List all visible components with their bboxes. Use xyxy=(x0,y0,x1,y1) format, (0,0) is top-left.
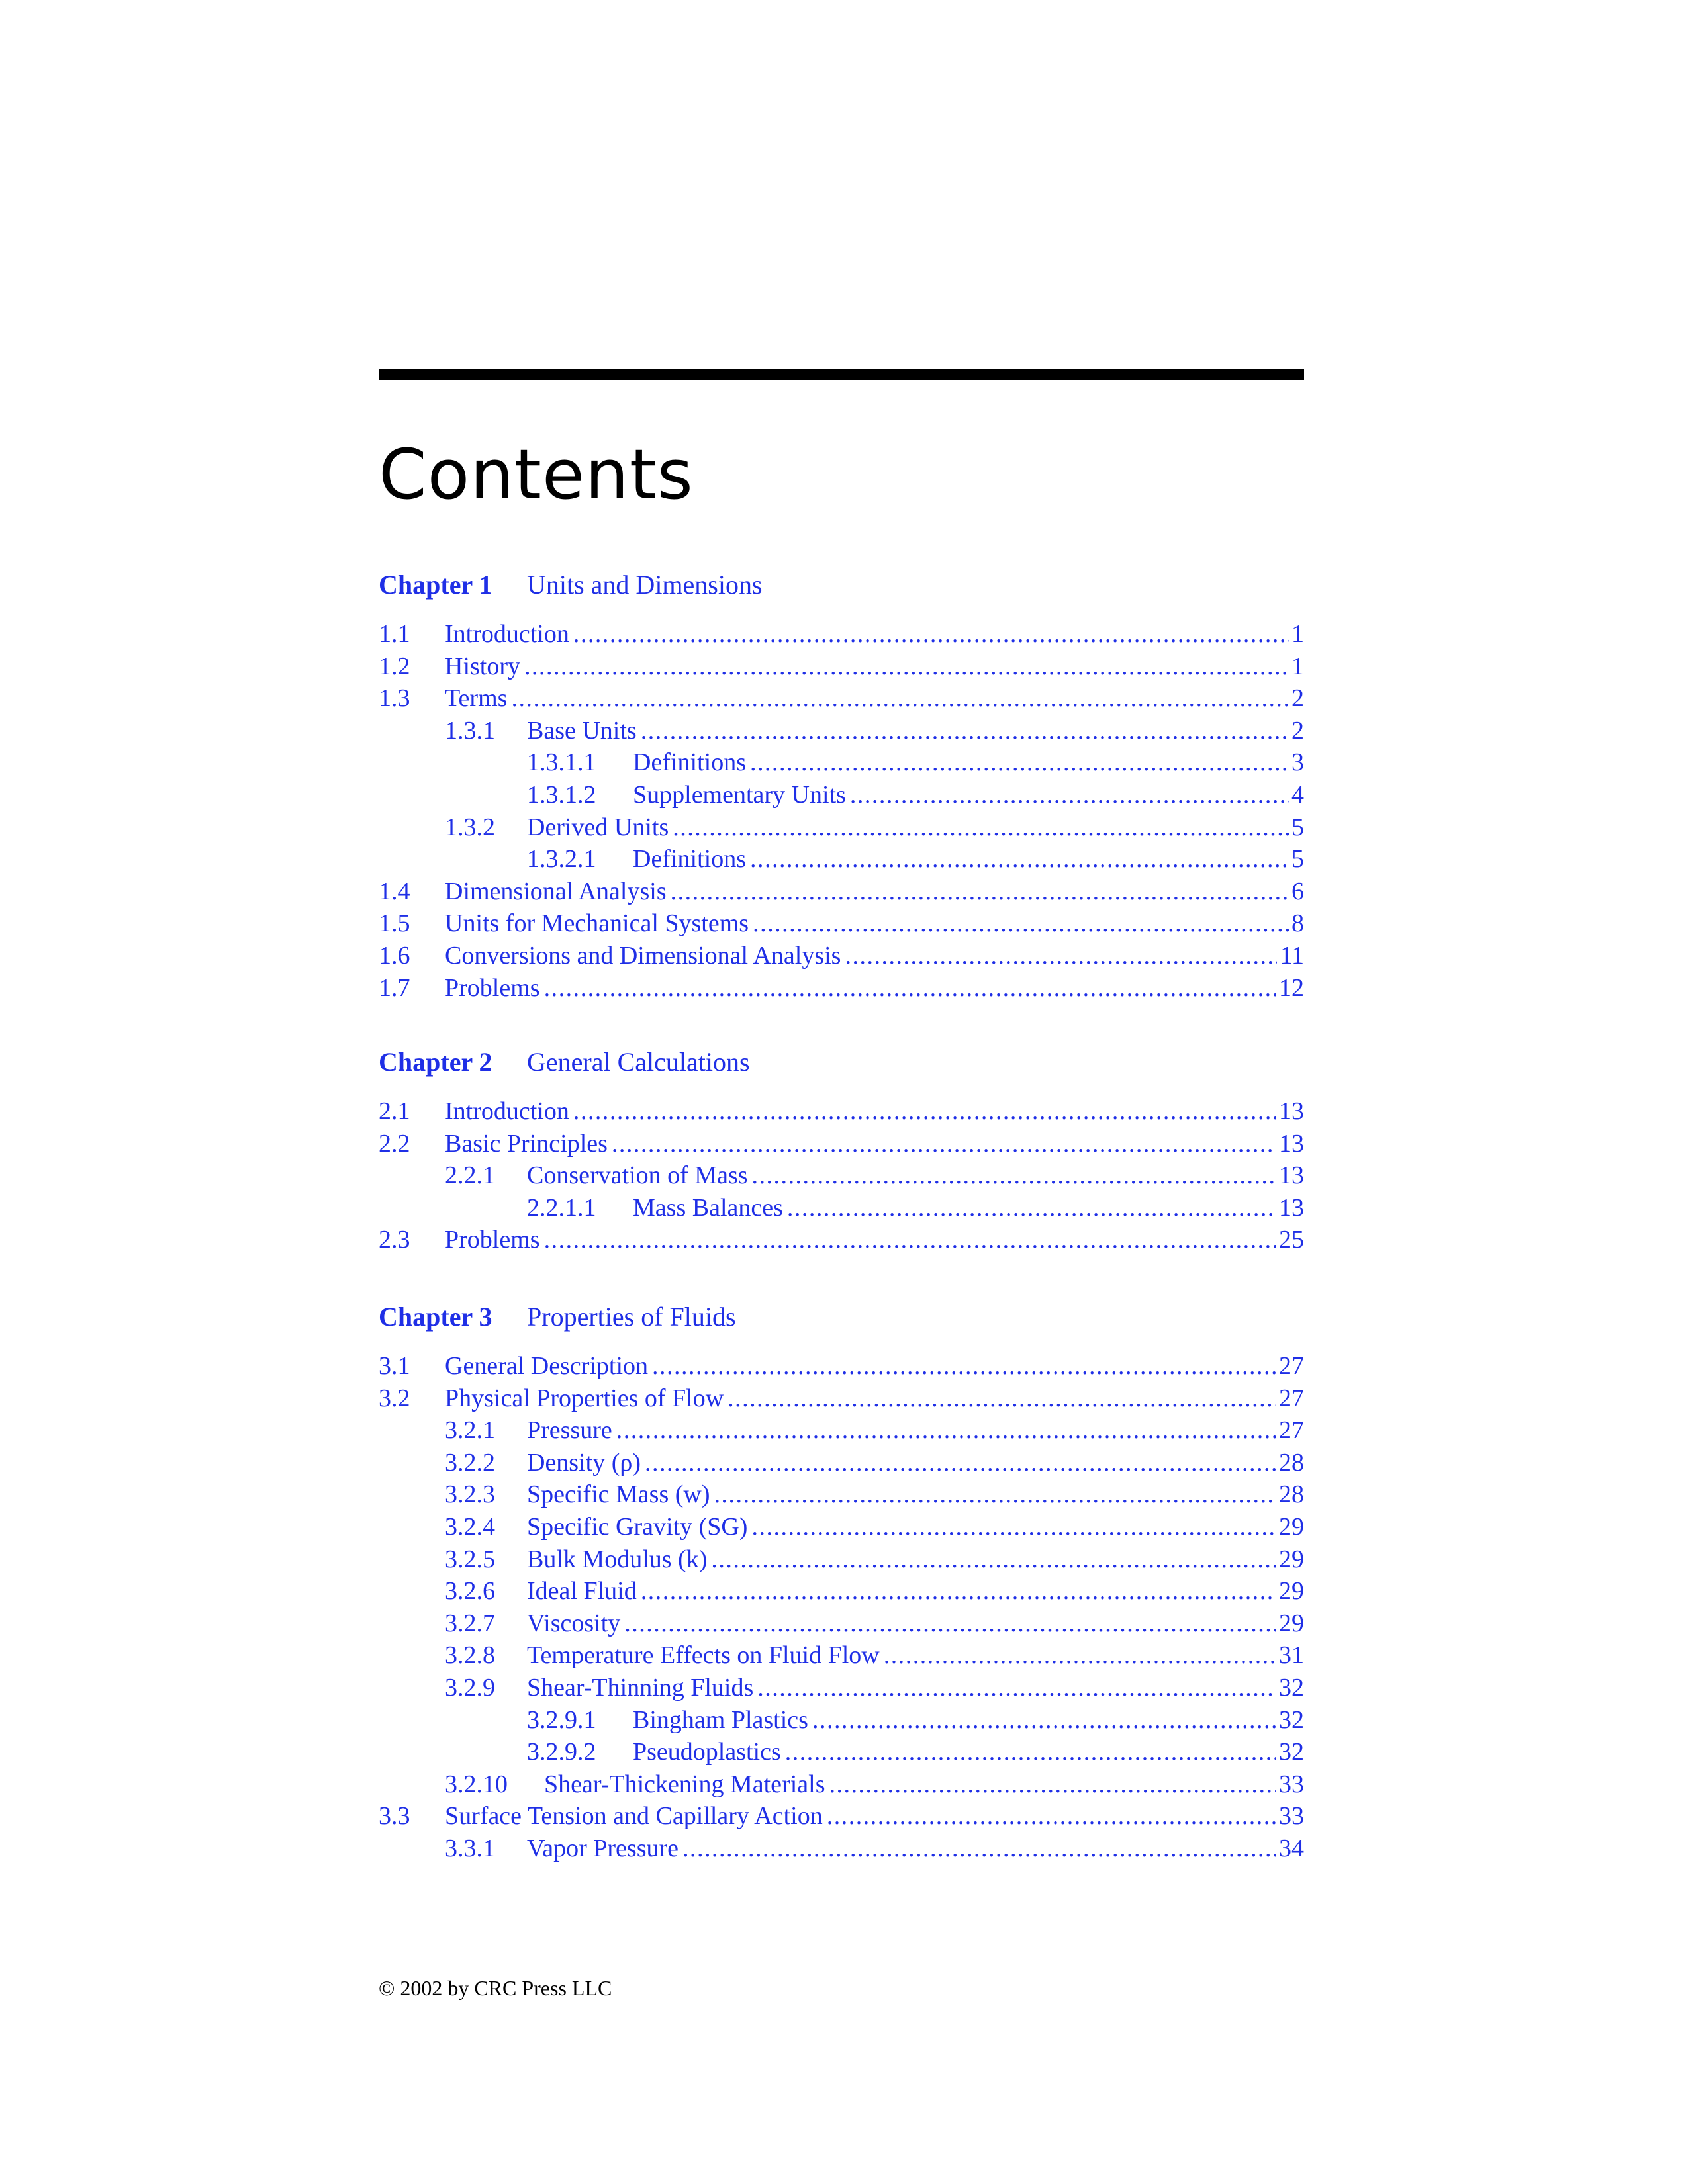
dot-leader xyxy=(641,715,1289,747)
dot-leader xyxy=(845,940,1277,972)
dot-leader xyxy=(884,1639,1276,1671)
chapter-heading[interactable] xyxy=(379,1046,750,1079)
dot-leader xyxy=(750,747,1289,778)
toc-entry[interactable] xyxy=(379,1160,1304,1191)
toc-entry-title: Bingham Plastics xyxy=(633,1706,808,1734)
toc-entry-page: 29 xyxy=(1279,1577,1304,1606)
toc-entry[interactable] xyxy=(379,682,1304,714)
toc-entry-page: 32 xyxy=(1279,1706,1304,1734)
toc-entry-title: Temperature Effects on Fluid Flow xyxy=(527,1641,880,1670)
toc-entry-title: Basic Principles xyxy=(445,1129,608,1158)
toc-entry-number: 3.1 xyxy=(379,1352,410,1380)
toc-entry-number: 1.1 xyxy=(379,620,410,648)
toc-entry[interactable] xyxy=(379,876,1304,907)
dot-leader xyxy=(524,651,1289,682)
toc-entry[interactable] xyxy=(379,1543,1304,1575)
toc-entry[interactable] xyxy=(379,1704,1304,1736)
toc-entry-title: Vapor Pressure xyxy=(527,1835,679,1862)
dot-leader xyxy=(812,1704,1276,1736)
toc-entry[interactable] xyxy=(379,811,1304,843)
toc-entry-title: Viscosity xyxy=(527,1609,621,1637)
toc-entry-number: 2.1 xyxy=(379,1097,410,1125)
toc-entry-number: 1.3.2.1 xyxy=(527,845,596,874)
toc-entry-page: 5 xyxy=(1291,845,1304,874)
toc-entry[interactable] xyxy=(379,1192,1304,1224)
toc-entry[interactable] xyxy=(379,715,1304,747)
toc-entry[interactable] xyxy=(379,1224,1304,1255)
toc-entry[interactable] xyxy=(379,1350,1304,1382)
toc-entry-title: Units for Mechanical Systems xyxy=(445,909,749,938)
toc-entry-number: 1.7 xyxy=(379,974,410,1002)
toc-entry-title: Dimensional Analysis xyxy=(445,877,667,905)
toc-entry-page: 33 xyxy=(1279,1802,1304,1831)
dot-leader xyxy=(752,1160,1276,1191)
toc-entry[interactable] xyxy=(379,618,1304,650)
toc-entry[interactable] xyxy=(379,747,1304,778)
page-title: Contents xyxy=(379,434,694,515)
toc-entry[interactable] xyxy=(379,1768,1304,1800)
toc-entry-number: 3.2.10 xyxy=(445,1770,508,1798)
toc-entry[interactable] xyxy=(379,1608,1304,1639)
toc-entry-page: 28 xyxy=(1279,1448,1304,1477)
dot-leader xyxy=(850,779,1289,811)
toc-entry-page: 31 xyxy=(1279,1641,1304,1670)
toc-entry-title: Pseudoplastics xyxy=(633,1738,781,1766)
toc-entry-page: 13 xyxy=(1279,1129,1304,1158)
chapter-label: Chapter 2 xyxy=(379,1047,492,1077)
toc-entry-page: 2 xyxy=(1291,716,1304,745)
dot-leader xyxy=(682,1833,1276,1864)
dot-leader xyxy=(785,1736,1276,1768)
toc-entry-page: 27 xyxy=(1279,1352,1304,1380)
dot-leader xyxy=(673,811,1289,843)
toc-entry-title: Specific Gravity (SG) xyxy=(527,1513,748,1541)
toc-entry[interactable] xyxy=(379,1672,1304,1704)
toc-entry-page: 25 xyxy=(1279,1226,1304,1254)
dot-leader xyxy=(511,682,1289,714)
dot-leader xyxy=(671,876,1289,907)
dot-leader xyxy=(616,1414,1276,1446)
toc-entry-number: 1.6 xyxy=(379,942,410,970)
dot-leader xyxy=(714,1479,1276,1510)
toc-entry-page: 11 xyxy=(1280,942,1304,970)
toc-entry-title: Introduction xyxy=(445,1097,569,1125)
toc-entry-page: 12 xyxy=(1279,974,1304,1002)
toc-entry-title: Bulk Modulus (k) xyxy=(527,1545,708,1573)
toc-entry[interactable] xyxy=(379,940,1304,972)
dot-leader xyxy=(612,1128,1276,1160)
toc-entry-page: 29 xyxy=(1279,1545,1304,1573)
toc-entry-number: 1.5 xyxy=(379,909,410,938)
toc-entry[interactable] xyxy=(379,1575,1304,1607)
dot-leader xyxy=(544,972,1276,1004)
toc-entry[interactable] xyxy=(379,1800,1304,1832)
toc-entry[interactable] xyxy=(379,1095,1304,1127)
toc-entry[interactable] xyxy=(379,972,1304,1004)
toc-entry[interactable] xyxy=(379,1414,1304,1446)
toc-entry-title: Terms xyxy=(445,684,508,713)
toc-entry-number: 3.2.2 xyxy=(445,1448,495,1477)
toc-entry-page: 3 xyxy=(1291,749,1304,777)
copyright-footer: © 2002 by CRC Press LLC xyxy=(379,1976,612,2000)
dot-leader xyxy=(624,1608,1276,1639)
toc-entry-title: General Description xyxy=(445,1352,649,1380)
toc-entry[interactable] xyxy=(379,1128,1304,1160)
toc-entry-number: 3.2.3 xyxy=(445,1480,495,1509)
toc-entry-page: 1 xyxy=(1291,652,1304,680)
toc-entry-number: 1.3 xyxy=(379,684,410,713)
toc-entry-page: 13 xyxy=(1279,1161,1304,1190)
toc-entry-title: Mass Balances xyxy=(633,1193,783,1222)
toc-entry[interactable] xyxy=(379,1479,1304,1510)
toc-entry-page: 29 xyxy=(1279,1609,1304,1637)
top-rule xyxy=(379,369,1304,380)
toc-entry-number: 1.2 xyxy=(379,652,410,680)
toc-entry-number: 3.2 xyxy=(379,1384,410,1412)
dot-leader xyxy=(573,1095,1276,1127)
toc-entry-page: 13 xyxy=(1279,1097,1304,1125)
toc-entry[interactable] xyxy=(379,843,1304,875)
toc-entry-title: Specific Mass (w) xyxy=(527,1480,710,1509)
toc-entry-page: 32 xyxy=(1279,1738,1304,1766)
toc-entry-number: 2.2 xyxy=(379,1129,410,1158)
toc-entry-number: 1.4 xyxy=(379,877,410,905)
dot-leader xyxy=(544,1224,1276,1255)
toc-entry-title: Shear-Thinning Fluids xyxy=(527,1674,754,1702)
toc-entry-title: Pressure xyxy=(527,1416,612,1445)
toc-entry-number: 3.2.8 xyxy=(445,1641,495,1670)
toc-entry-title: Ideal Fluid xyxy=(527,1577,637,1606)
toc-entry-page: 8 xyxy=(1291,909,1304,938)
toc-entry-number: 3.3.1 xyxy=(445,1835,495,1862)
toc-entry-number: 1.3.1.2 xyxy=(527,781,596,809)
dot-leader xyxy=(750,843,1289,875)
chapter-heading[interactable] xyxy=(379,569,763,602)
toc-entry-page: 13 xyxy=(1279,1193,1304,1222)
toc-entry[interactable] xyxy=(379,1736,1304,1768)
toc-entry[interactable] xyxy=(379,1447,1304,1479)
toc-entry-number: 3.3 xyxy=(379,1802,410,1831)
toc-entry-page: 4 xyxy=(1291,781,1304,809)
toc-entry-title: Surface Tension and Capillary Action xyxy=(445,1802,823,1831)
dot-leader xyxy=(753,907,1289,939)
toc-entry[interactable] xyxy=(379,1639,1304,1671)
toc-entry-page: 28 xyxy=(1279,1480,1304,1509)
toc-entry-title: Problems xyxy=(445,974,540,1002)
dot-leader xyxy=(645,1447,1276,1479)
toc-entry-title: Problems xyxy=(445,1226,540,1254)
toc-entry-number: 3.2.9 xyxy=(445,1674,495,1702)
toc-entry-number: 2.2.1.1 xyxy=(527,1193,596,1222)
dot-leader xyxy=(751,1511,1276,1543)
dot-leader xyxy=(641,1575,1276,1607)
dot-leader xyxy=(573,618,1289,650)
toc-entry-title: Conversions and Dimensional Analysis xyxy=(445,942,841,970)
toc-entry-number: 3.2.7 xyxy=(445,1609,495,1637)
toc-entry-title: Base Units xyxy=(527,716,637,745)
toc-entry-title: Physical Properties of Flow xyxy=(445,1384,724,1412)
chapter-title: Units and Dimensions xyxy=(527,570,763,600)
toc-entry-page: 33 xyxy=(1279,1770,1304,1798)
toc-entry-title: Density (ρ) xyxy=(527,1448,641,1477)
toc-entry-number: 2.2.1 xyxy=(445,1161,495,1190)
chapter-label: Chapter 3 xyxy=(379,1302,492,1332)
toc-entry-number: 3.2.9.1 xyxy=(527,1706,596,1734)
toc-entry-title: Definitions xyxy=(633,749,746,777)
dot-leader xyxy=(727,1383,1276,1414)
toc-entry-number: 3.2.6 xyxy=(445,1577,495,1606)
toc-entry-number: 1.3.2 xyxy=(445,813,495,841)
toc-entry-number: 3.2.5 xyxy=(445,1545,495,1573)
toc-entry-page: 6 xyxy=(1291,877,1304,905)
dot-leader xyxy=(827,1800,1276,1832)
toc-entry-number: 1.3.1 xyxy=(445,716,495,745)
toc-entry[interactable] xyxy=(379,1511,1304,1543)
dot-leader xyxy=(787,1192,1276,1224)
toc-entry-number: 1.3.1.1 xyxy=(527,749,596,777)
dot-leader xyxy=(652,1350,1276,1382)
toc-entry[interactable] xyxy=(379,651,1304,682)
chapter-heading[interactable] xyxy=(379,1300,736,1334)
toc-entry[interactable] xyxy=(379,1383,1304,1414)
toc-entry-number: 3.2.9.2 xyxy=(527,1738,596,1766)
toc-entry-number: 3.2.4 xyxy=(445,1513,495,1541)
toc-entry[interactable] xyxy=(379,907,1304,939)
toc-entry-title: Introduction xyxy=(445,620,569,648)
dot-leader xyxy=(829,1768,1276,1800)
toc-entry-title: Supplementary Units xyxy=(633,781,846,809)
dot-leader xyxy=(757,1672,1276,1704)
toc-entry[interactable] xyxy=(379,779,1304,811)
toc-entry-title: History xyxy=(445,652,520,680)
chapter-title: General Calculations xyxy=(527,1047,750,1077)
toc-entry-number: 2.3 xyxy=(379,1226,410,1254)
toc-entry-page: 2 xyxy=(1291,684,1304,713)
toc-entry-title: Definitions xyxy=(633,845,746,874)
chapter-label: Chapter 1 xyxy=(379,570,492,600)
toc-entry-number: 3.2.1 xyxy=(445,1416,495,1445)
dot-leader xyxy=(711,1543,1276,1575)
chapter-title: Properties of Fluids xyxy=(527,1302,736,1332)
toc-entry-page: 27 xyxy=(1279,1384,1304,1412)
toc-entry-page: 29 xyxy=(1279,1513,1304,1541)
toc-entry-page: 5 xyxy=(1291,813,1304,841)
toc-entry-page: 27 xyxy=(1279,1416,1304,1445)
toc-entry-title: Conservation of Mass xyxy=(527,1161,748,1190)
toc-entry-page: 34 xyxy=(1279,1835,1304,1862)
toc-entry-title: Shear-Thickening Materials xyxy=(544,1770,825,1798)
toc-entry-page: 1 xyxy=(1291,620,1304,648)
toc-entry-page: 32 xyxy=(1279,1674,1304,1702)
toc-entry-title: Derived Units xyxy=(527,813,669,841)
toc-entry[interactable] xyxy=(379,1833,1304,1864)
